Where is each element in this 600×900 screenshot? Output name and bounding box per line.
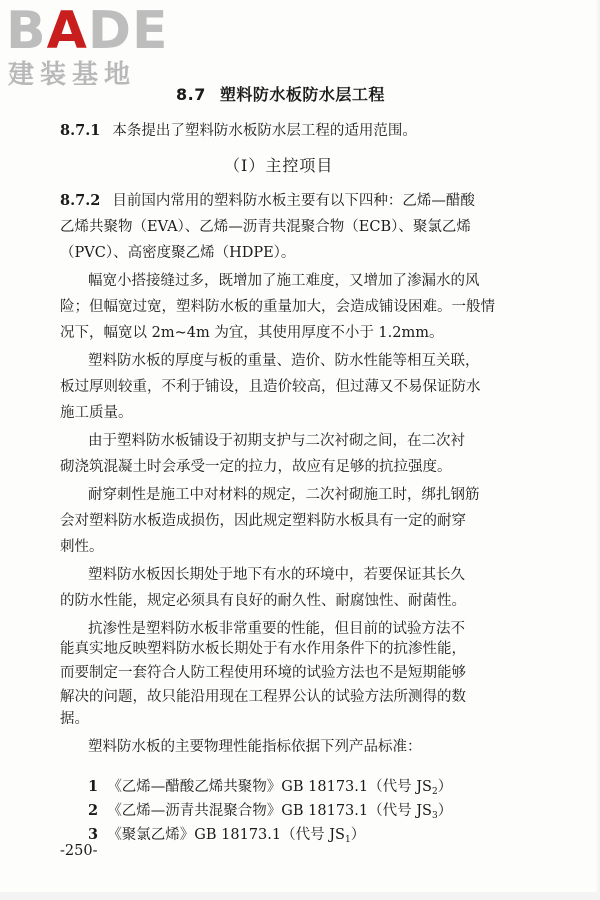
paragraph-line: 而要制定一套符合人防工程使用环境的试验方法也不是短期能够	[60, 665, 466, 681]
clause-8-7-2-line-2: 乙烯共聚物（EVA）、乙烯—沥青共混聚合物（ECB）、聚氯乙烯	[60, 219, 471, 235]
paragraph-line: 板过厚则较重，不利于铺设，且造价较高，但过薄又不易保证防水	[60, 379, 481, 395]
standard-text: 《聚氯乙烯》GB 18173.1（代号 JS	[107, 827, 345, 843]
standard-item	[88, 776, 452, 803]
standard-tail: ）	[350, 827, 366, 843]
standard-index: 1	[88, 778, 99, 795]
paragraph-line: 会对塑料防水板造成损伤，因此规定塑料防水板具有一定的耐穿	[60, 513, 466, 529]
section-number: 8.7	[176, 85, 206, 104]
subheading-main-items: （Ⅰ）主控项目	[224, 156, 334, 175]
clause-line: 目前国内常用的塑料防水板主要有以下四种：乙烯—醋酸	[112, 193, 475, 209]
clause-number: 8.7.1	[60, 122, 101, 139]
clause-8-7-2-line-1	[60, 190, 475, 212]
paragraph-line: 的防水性能，规定必须具有良好的耐久性、耐腐蚀性、耐菌性。	[60, 593, 466, 609]
paragraph-line: 塑料防水板的厚度与板的重量、造价、防水性能等相互关联，	[88, 353, 480, 369]
logo-letter-a: A	[46, 1, 88, 61]
standard-tail: ）	[437, 803, 453, 819]
paragraph-line: 解决的问题，故只能沿用现在工程界公认的试验方法所测得的数	[60, 689, 466, 705]
standard-item	[88, 800, 452, 827]
paragraph-line: 施工质量。	[60, 405, 133, 421]
paragraph-line: 幅宽小搭接缝过多，既增加了施工难度，又增加了渗漏水的风	[88, 273, 480, 289]
section-title: 塑料防水板防水层工程	[219, 85, 385, 104]
bade-logo	[4, 2, 174, 94]
clause-8-7-1	[60, 120, 417, 142]
paragraph-line: 砌浇筑混凝土时会承受一定的拉力，故应有足够的抗拉强度。	[60, 459, 452, 475]
clause-text: 本条提出了塑料防水板防水层工程的适用范围。	[112, 123, 417, 139]
paragraph-line: 据。	[60, 711, 89, 727]
paragraph-line: 抗渗性是塑料防水板非常重要的性能，但目前的试验方法不	[88, 621, 465, 637]
paragraph-line: 由于塑料防水板铺设于初期支护与二次衬砌之间，在二次衬	[88, 433, 465, 449]
standard-subscript: 3	[431, 811, 438, 821]
scan-edge	[594, 0, 600, 900]
standard-tail: ）	[437, 779, 453, 795]
clause-8-7-2-line-3: （PVC）、高密度聚乙烯（HDPE）。	[60, 245, 296, 261]
standard-text: 《乙烯—沥青共混聚合物》GB 18173.1（代号 JS	[107, 803, 432, 819]
paragraph-line: 能真实地反映塑料防水板长期处于有水作用条件下的抗渗性能，	[60, 641, 466, 657]
paragraph-line: 刺性。	[60, 539, 104, 555]
clause-number: 8.7.2	[60, 192, 101, 209]
logo-subtitle: 建装基地	[8, 60, 137, 90]
paragraph-line: 塑料防水板因长期处于地下有水的环境中，若要保证其长久	[88, 567, 465, 583]
logo-letters-de: DE	[87, 1, 169, 61]
logo-letter-b: B	[6, 1, 47, 61]
standard-item	[88, 824, 365, 851]
standard-index: 3	[88, 826, 99, 843]
paragraph-line: 耐穿刺性是施工中对材料的规定，二次衬砌施工时，绑扎钢筋	[88, 487, 480, 503]
paragraph-line: 况下，幅宽以 2m~4m 为宜，其使用厚度不小于 1.2mm。	[60, 325, 444, 341]
page-number: -250-	[60, 843, 98, 859]
standard-text: 《乙烯—醋酸乙烯共聚物》GB 18173.1（代号 JS	[107, 779, 432, 795]
paragraph-line: 塑料防水板的主要物理性能指标依据下列产品标准：	[88, 739, 422, 755]
standard-subscript: 1	[344, 835, 351, 845]
section-heading	[176, 82, 385, 105]
bottom-scan-shadow	[0, 892, 600, 900]
paragraph-line: 险；但幅宽过宽，塑料防水板的重量加大，会造成铺设困难。一般情	[60, 299, 495, 315]
standard-index: 2	[88, 802, 99, 819]
standard-subscript: 2	[431, 787, 438, 797]
logo-wordmark	[6, 2, 169, 60]
